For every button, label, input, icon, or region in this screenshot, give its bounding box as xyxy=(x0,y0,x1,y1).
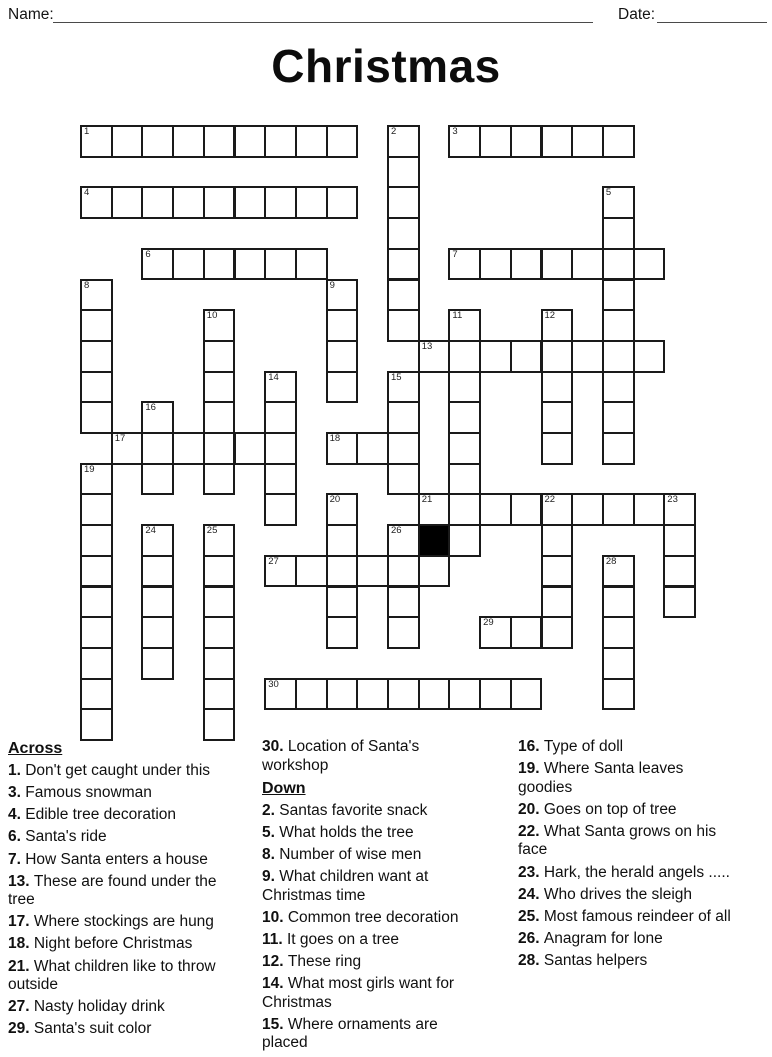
cell-number: 22 xyxy=(544,494,556,506)
clue-column-3 xyxy=(518,738,742,974)
cell-number: 20 xyxy=(329,494,341,506)
grid-cell[interactable] xyxy=(80,555,113,588)
grid-cell[interactable] xyxy=(479,678,512,711)
grid-cell[interactable] xyxy=(387,678,420,711)
grid-cell[interactable] xyxy=(264,555,297,588)
grid-cell[interactable] xyxy=(541,309,574,342)
grid-cell[interactable] xyxy=(203,371,236,404)
grid-cell[interactable] xyxy=(663,555,696,588)
grid-cell[interactable] xyxy=(448,432,481,465)
grid-cell[interactable] xyxy=(387,555,420,588)
grid-cell[interactable] xyxy=(141,586,174,619)
clue-22: 22. What Santa grows on his face xyxy=(518,822,717,859)
cell-number: 19 xyxy=(84,463,95,475)
cell-number: 29 xyxy=(483,617,494,629)
grid-cell[interactable] xyxy=(326,493,359,526)
grid-cell[interactable] xyxy=(80,340,113,373)
clue-8: 8. Number of wise men xyxy=(262,846,422,864)
grid-cell[interactable] xyxy=(602,586,635,619)
grid-cell[interactable] xyxy=(80,186,113,219)
grid-cell[interactable] xyxy=(387,371,420,404)
grid-cell[interactable] xyxy=(387,309,420,342)
clue-column-1 xyxy=(8,738,232,1042)
grid-cell[interactable] xyxy=(80,524,113,557)
grid-cell[interactable] xyxy=(326,616,359,649)
grid-cell[interactable] xyxy=(80,279,113,312)
grid-cell[interactable] xyxy=(541,432,574,465)
grid-cell[interactable] xyxy=(356,432,389,465)
grid-cell[interactable] xyxy=(326,555,359,588)
cell-number: 12 xyxy=(544,310,556,322)
puzzle-title: Christmas xyxy=(271,40,501,92)
clue-4: 4. Edible tree decoration xyxy=(8,806,177,824)
grid-cell[interactable] xyxy=(387,524,420,557)
grid-cell[interactable] xyxy=(633,248,666,281)
clue-6: 6. Santa's ride xyxy=(8,828,107,846)
grid-cell[interactable] xyxy=(172,186,205,219)
grid-cell[interactable] xyxy=(356,678,389,711)
grid-cell[interactable] xyxy=(479,125,512,158)
clue-column-2 xyxy=(262,738,486,1057)
clue-12: 12. These ring xyxy=(262,953,362,971)
grid-cell[interactable] xyxy=(602,616,635,649)
clue-7: 7. How Santa enters a house xyxy=(8,850,208,868)
grid-cell[interactable] xyxy=(602,647,635,680)
grid-cell[interactable] xyxy=(448,678,481,711)
grid-cell[interactable] xyxy=(663,524,696,557)
cell-number: 6 xyxy=(145,248,151,260)
grid-cell[interactable] xyxy=(510,616,543,649)
cell-number: 11 xyxy=(452,310,463,322)
grid-cell[interactable] xyxy=(172,125,205,158)
grid-cell[interactable] xyxy=(203,401,236,434)
grid-cell[interactable] xyxy=(80,125,113,158)
grid-cell[interactable] xyxy=(203,616,236,649)
grid-cell[interactable] xyxy=(326,340,359,373)
cell-number: 24 xyxy=(145,525,156,537)
grid-cell[interactable] xyxy=(448,309,481,342)
grid-cell[interactable] xyxy=(633,340,666,373)
grid-cell[interactable] xyxy=(80,647,113,680)
grid-cell[interactable] xyxy=(541,340,574,373)
grid-cell[interactable] xyxy=(203,555,236,588)
grid-cell[interactable] xyxy=(602,493,635,526)
grid-cell[interactable] xyxy=(264,371,297,404)
grid-cell[interactable] xyxy=(510,493,543,526)
grid-cell[interactable] xyxy=(387,186,420,219)
grid-cell[interactable] xyxy=(234,248,267,281)
grid-cell[interactable] xyxy=(541,586,574,619)
grid-cell[interactable] xyxy=(234,186,267,219)
clue-26: 26. Anagram for lone xyxy=(518,929,663,947)
black-cell xyxy=(418,524,451,557)
grid-cell[interactable] xyxy=(510,678,543,711)
grid-cell[interactable] xyxy=(541,401,574,434)
grid-cell[interactable] xyxy=(326,371,359,404)
clue-13: 13. These are found under the tree xyxy=(8,872,217,909)
grid-cell[interactable] xyxy=(663,586,696,619)
grid-cell[interactable] xyxy=(264,493,297,526)
cell-number: 15 xyxy=(391,371,402,383)
grid-cell[interactable] xyxy=(448,371,481,404)
grid-cell[interactable] xyxy=(80,401,113,434)
grid-cell[interactable] xyxy=(448,524,481,557)
cell-number: 14 xyxy=(268,371,279,383)
grid-cell[interactable] xyxy=(326,524,359,557)
grid-cell[interactable] xyxy=(264,678,297,711)
grid-cell[interactable] xyxy=(387,401,420,434)
grid-cell[interactable] xyxy=(418,555,451,588)
grid-cell[interactable] xyxy=(295,248,328,281)
grid-cell[interactable] xyxy=(203,678,236,711)
grid-cell[interactable] xyxy=(510,248,543,281)
clue-25: 25. Most famous reindeer of all xyxy=(518,907,731,925)
clue-15: 15. Where ornaments are placed xyxy=(262,1015,438,1052)
grid-cell[interactable] xyxy=(387,217,420,250)
grid-cell[interactable] xyxy=(541,524,574,557)
grid-cell[interactable] xyxy=(571,248,604,281)
grid-cell[interactable] xyxy=(571,493,604,526)
grid-cell[interactable] xyxy=(326,586,359,619)
grid-cell[interactable] xyxy=(80,493,113,526)
grid-cell[interactable] xyxy=(387,156,420,189)
grid-cell[interactable] xyxy=(203,309,236,342)
date-label: Date: xyxy=(618,6,656,23)
grid-cell[interactable] xyxy=(264,125,297,158)
grid-cell[interactable] xyxy=(141,524,174,557)
grid-cell[interactable] xyxy=(602,340,635,373)
grid-cell[interactable] xyxy=(387,248,420,281)
grid-cell[interactable] xyxy=(448,340,481,373)
grid-cell[interactable] xyxy=(264,463,297,496)
cell-number: 8 xyxy=(84,279,90,291)
clue-3: 3. Famous snowman xyxy=(8,784,152,802)
grid-cell[interactable] xyxy=(141,463,174,496)
clue-17: 17. Where stockings are hung xyxy=(8,913,214,931)
grid-cell[interactable] xyxy=(602,555,635,588)
grid-cell[interactable] xyxy=(326,309,359,342)
date-writein-line[interactable] xyxy=(657,8,767,23)
grid-cell[interactable] xyxy=(295,555,328,588)
grid-cell[interactable] xyxy=(203,586,236,619)
grid-cell[interactable] xyxy=(264,432,297,465)
grid-cell[interactable] xyxy=(141,401,174,434)
down-header: Down xyxy=(262,779,306,797)
grid-cell[interactable] xyxy=(571,125,604,158)
grid-cell[interactable] xyxy=(602,371,635,404)
grid-cell[interactable] xyxy=(141,432,174,465)
grid-cell[interactable] xyxy=(203,524,236,557)
grid-cell[interactable] xyxy=(387,616,420,649)
grid-cell[interactable] xyxy=(203,463,236,496)
grid-cell[interactable] xyxy=(326,186,359,219)
grid-cell[interactable] xyxy=(141,616,174,649)
name-writein-line[interactable] xyxy=(53,8,593,23)
grid-cell[interactable] xyxy=(141,125,174,158)
cell-number: 16 xyxy=(145,402,156,414)
grid-cell[interactable] xyxy=(203,708,236,741)
grid-cell[interactable] xyxy=(602,186,635,219)
name-label: Name: xyxy=(8,6,54,23)
cell-number: 26 xyxy=(391,525,402,537)
grid-cell[interactable] xyxy=(479,248,512,281)
grid-cell[interactable] xyxy=(203,248,236,281)
grid-cell[interactable] xyxy=(602,432,635,465)
cell-number: 4 xyxy=(84,187,90,199)
clue-30: 30. Location of Santa's workshop xyxy=(262,738,420,774)
grid-cell[interactable] xyxy=(80,586,113,619)
grid-cell[interactable] xyxy=(295,186,328,219)
grid-cell[interactable] xyxy=(633,493,666,526)
grid-cell[interactable] xyxy=(80,678,113,711)
grid-cell[interactable] xyxy=(418,678,451,711)
grid-cell[interactable] xyxy=(80,708,113,741)
grid-cell[interactable] xyxy=(479,493,512,526)
grid-cell[interactable] xyxy=(387,279,420,312)
cell-number: 3 xyxy=(452,126,458,137)
grid-cell[interactable] xyxy=(418,493,451,526)
grid-cell[interactable] xyxy=(80,616,113,649)
grid-cell[interactable] xyxy=(80,371,113,404)
cell-number: 17 xyxy=(114,433,126,444)
clue-1: 1. Don't get caught under this xyxy=(8,762,211,780)
clue-29: 29. Santa's suit color xyxy=(8,1020,152,1038)
grid-cell[interactable] xyxy=(448,125,481,158)
grid-cell[interactable] xyxy=(356,555,389,588)
cell-number: 23 xyxy=(667,494,678,506)
cell-number: 25 xyxy=(206,525,218,537)
grid-cell[interactable] xyxy=(141,647,174,680)
cell-number: 10 xyxy=(206,310,218,322)
grid-cell[interactable] xyxy=(172,248,205,281)
grid-cell[interactable] xyxy=(141,186,174,219)
grid-cell[interactable] xyxy=(479,616,512,649)
crossword-grid xyxy=(80,125,697,742)
cell-number: 1 xyxy=(84,126,90,137)
grid-cell[interactable] xyxy=(541,371,574,404)
clue-20: 20. Goes on top of tree xyxy=(518,800,677,818)
grid-cell[interactable] xyxy=(602,217,635,250)
clue-24: 24. Who drives the sleigh xyxy=(518,885,693,903)
grid-cell[interactable] xyxy=(264,186,297,219)
clue-5: 5. What holds the tree xyxy=(262,823,414,841)
clue-19: 19. Where Santa leaves goodies xyxy=(518,760,684,796)
grid-cell[interactable] xyxy=(203,186,236,219)
across-header: Across xyxy=(8,740,63,757)
grid-cell[interactable] xyxy=(203,125,236,158)
grid-cell[interactable] xyxy=(541,555,574,588)
grid-cell[interactable] xyxy=(418,340,451,373)
cell-number: 27 xyxy=(268,555,279,567)
grid-cell[interactable] xyxy=(571,340,604,373)
grid-cell[interactable] xyxy=(264,401,297,434)
grid-cell[interactable] xyxy=(541,125,574,158)
grid-cell[interactable] xyxy=(387,463,420,496)
grid-cell[interactable] xyxy=(510,340,543,373)
cell-number: 9 xyxy=(329,279,335,291)
grid-cell[interactable] xyxy=(448,248,481,281)
grid-cell[interactable] xyxy=(541,248,574,281)
grid-cell[interactable] xyxy=(172,432,205,465)
cell-number: 13 xyxy=(421,340,433,352)
grid-cell[interactable] xyxy=(602,309,635,342)
grid-cell[interactable] xyxy=(264,248,297,281)
grid-cell[interactable] xyxy=(295,678,328,711)
clue-2: 2. Santas favorite snack xyxy=(262,801,428,819)
clue-11: 11. It goes on a tree xyxy=(262,930,400,948)
clue-16: 16. Type of doll xyxy=(518,738,624,755)
grid-cell[interactable] xyxy=(602,125,635,158)
grid-cell[interactable] xyxy=(448,401,481,434)
grid-cell[interactable] xyxy=(387,586,420,619)
clue-21: 21. What children like to throw outside xyxy=(8,957,216,994)
grid-cell[interactable] xyxy=(387,432,420,465)
grid-cell[interactable] xyxy=(80,463,113,496)
clue-14: 14. What most girls want for Christmas xyxy=(262,975,455,1011)
grid-cell[interactable] xyxy=(141,248,174,281)
clue-18: 18. Night before Christmas xyxy=(8,935,193,953)
cell-number: 7 xyxy=(452,248,458,260)
grid-cell[interactable] xyxy=(602,678,635,711)
grid-cell[interactable] xyxy=(111,125,144,158)
grid-cell[interactable] xyxy=(326,432,359,465)
clue-27: 27. Nasty holiday drink xyxy=(8,998,165,1016)
grid-cell[interactable] xyxy=(479,340,512,373)
cell-number: 5 xyxy=(605,187,612,199)
grid-cell[interactable] xyxy=(326,125,359,158)
clue-28: 28. Santas helpers xyxy=(518,951,648,969)
grid-cell[interactable] xyxy=(203,340,236,373)
cell-number: 28 xyxy=(605,555,617,567)
cell-number: 21 xyxy=(421,494,433,506)
grid-cell[interactable] xyxy=(141,555,174,588)
clue-23: 23. Hark, the herald angels ..... xyxy=(518,863,730,881)
cell-number: 2 xyxy=(391,126,397,137)
grid-cell[interactable] xyxy=(111,186,144,219)
grid-cell[interactable] xyxy=(234,432,267,465)
grid-cell[interactable] xyxy=(295,125,328,158)
grid-cell[interactable] xyxy=(203,647,236,680)
cell-number: 30 xyxy=(268,678,279,690)
grid-cell[interactable] xyxy=(663,493,696,526)
grid-cell[interactable] xyxy=(602,248,635,281)
grid-cell[interactable] xyxy=(602,279,635,312)
grid-cell[interactable] xyxy=(541,493,574,526)
grid-cell[interactable] xyxy=(326,279,359,312)
grid-cell[interactable] xyxy=(234,125,267,158)
clue-9: 9. What children want at Christmas time xyxy=(262,868,429,904)
grid-cell[interactable] xyxy=(448,493,481,526)
grid-cell[interactable] xyxy=(510,125,543,158)
grid-cell[interactable] xyxy=(541,616,574,649)
grid-cell[interactable] xyxy=(111,432,144,465)
grid-cell[interactable] xyxy=(80,309,113,342)
grid-cell[interactable] xyxy=(326,678,359,711)
grid-cell[interactable] xyxy=(448,463,481,496)
grid-cell[interactable] xyxy=(203,432,236,465)
grid-cell[interactable] xyxy=(602,401,635,434)
cell-number: 18 xyxy=(329,433,341,444)
grid-cell[interactable] xyxy=(387,125,420,158)
clue-10: 10. Common tree decoration xyxy=(262,908,459,926)
